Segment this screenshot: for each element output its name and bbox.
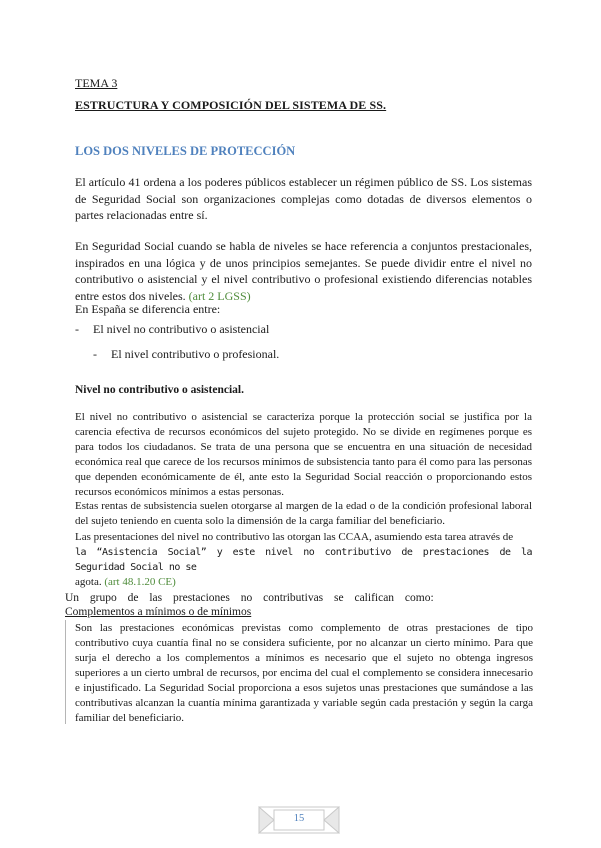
paragraph-ccaa-mono: la “Asistencia Social” y este nivel no contributivo de prestaciones de la Seguridad Social no se <box>75 547 532 573</box>
reference-ce: (art 48.1.20 CE) <box>104 576 176 588</box>
section-heading: LOS DOS NIVELES DE PROTECCIÓN <box>75 144 296 158</box>
paragraph-niveles <box>75 238 532 304</box>
list-item <box>75 322 269 337</box>
espana-intro: En España se diferencia entre: <box>75 302 221 316</box>
document-title: ESTRUCTURA Y COMPOSICIÓN DEL SISTEMA DE SS. <box>75 98 387 112</box>
grupo-intro-text: Un grupo de las prestaciones no contributivas se califican como: <box>65 592 434 604</box>
list-item-text: El nivel contributivo o profesional. <box>111 347 280 361</box>
paragraph-ccaa-text: Las presentaciones del nivel no contributivo las otorgan las CCAA, asumiendo esta tarea através de <box>75 531 514 543</box>
page-number: 15 <box>293 813 305 824</box>
paragraph-ccaa <box>75 530 532 590</box>
list-item <box>93 347 279 362</box>
list-item-text: El nivel no contributivo o asistencial <box>93 322 270 336</box>
paragraph-rentas: Estas rentas de subsistencia suelen otorgarse al margen de la edad o de la condición profesional laboral del sujeto teniendo en cuenta solo la dimensión de la carga familiar del beneficiario. <box>75 500 532 527</box>
list-dash: - <box>93 347 97 361</box>
list-dash: - <box>75 322 79 336</box>
complementos-title: Complementos a mínimos o de mínimos <box>65 606 252 618</box>
reference-lgss: (art 2 LGSS) <box>188 288 251 303</box>
grupo-intro <box>65 592 525 604</box>
page-number-box <box>258 806 340 834</box>
paragraph-article-41: El artículo 41 ordena a los poderes públicos establecer un régimen público de SS. Los sistemas de Seguridad Social son organizaciones complejas como dotadas de diversos elementos o partes relacionadas entre sí. <box>75 175 532 222</box>
paragraph-niveles-text: En Seguridad Social cuando se habla de niveles se hace referencia a conjuntos prestacionales, inspirados en una lógica y de unos principios semejantes. Se puede dividir entre el nivel no contributivo o asistencial y el nivel contributivo o profesional existiendo diferencias notables entre estos dos niveles. <box>75 239 532 303</box>
paragraph-ccaa-end: agota. <box>75 576 102 588</box>
subsection-heading: Nivel no contributivo o asistencial. <box>75 384 244 396</box>
tema-label: TEMA 3 <box>75 76 118 90</box>
complementos-text: Son las prestaciones económicas previstas como complemento de otras prestaciones de tipo contributivo cuya cuantía final no se considera suficiente, por no alcanzar un cierto mínimo. Para que surja el derecho a los complementos a mínimos es necesario que el sujeto no obtenga ingresos superiores a un cierto umbral de recursos, por encima del cual el complemento se considera innecesario e injustificado. La Seguridad Social proporciona a esos sujetos unas prestaciones que sumándose a las contributivas alcanzan la cuantía mínima garantizada y variable según cada prestación y según la carga familiar del beneficiario. <box>75 622 533 724</box>
paragraph-no-contributivo: El nivel no contributivo o asistencial se caracteriza porque la protección social se justifica por la carencia efectiva de recursos económicos del sujeto protegido. No se divide en regímenes porque es para todos los ciudadanos. Se trata de una persona que se encuentra en una situación de necesidad económica real que carece de los recursos mínimos de subsistencia tanto para él como para las personas que dependen económicamente de él, ante esto la Seguridad Social reacción o proporcionando estos recursos económicos mínimos a estas personas. <box>75 411 532 498</box>
